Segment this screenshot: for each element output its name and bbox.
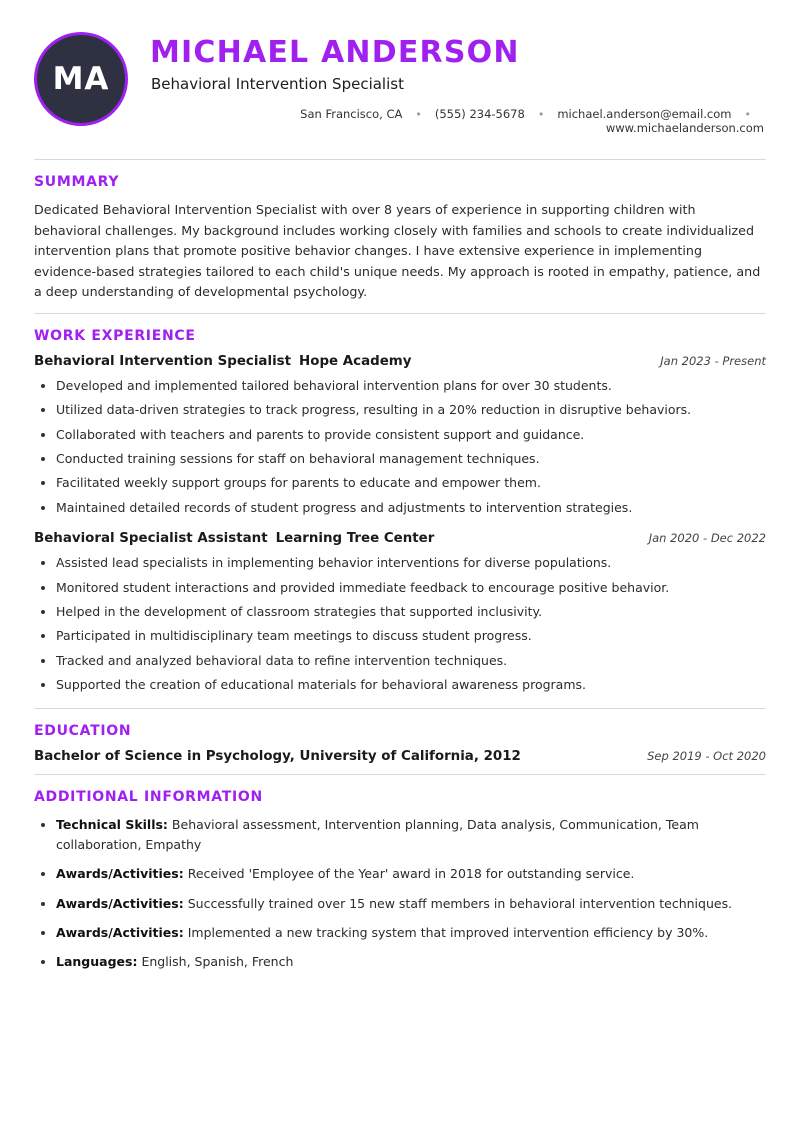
additional-value: Behavioral assessment, Intervention planning, Data analysis, Communication, Team collaboration, Empathy [56,817,699,852]
divider [34,774,766,775]
additional-label: Awards/Activities: [56,895,184,911]
page-title: MICHAEL ANDERSON [150,35,520,70]
section-heading-experience: WORK EXPERIENCE [34,327,196,344]
contact-separator-icon: • [537,107,545,121]
additional-label: Awards/Activities: [56,924,184,940]
contact-separator-icon: • [744,107,751,121]
experience-entry-header [34,531,766,546]
section-heading-summary: SUMMARY [34,174,120,190]
divider [34,313,766,314]
experience-dates: Jan 2020 - Dec 2022 [648,531,766,546]
experience-company: Learning Tree Center [275,531,435,547]
experience-company: Hope Academy [299,353,412,369]
section-work-experience [34,328,766,695]
list-item: Tracked and analyzed behavioral data to refine intervention techniques. [34,651,766,670]
additional-value: Successfully trained over 15 new staff members in behavioral intervention techniques. [187,895,733,911]
list-item: Assisted lead specialists in implementing behavior interventions for diverse populations. [34,553,766,572]
list-item [34,894,766,913]
list-item: Collaborated with teachers and parents to provide consistent support and guidance. [34,425,766,444]
list-item [34,815,766,854]
list-item: Monitored student interactions and provided immediate feedback to encourage positive behavior. [34,578,766,597]
contact-row [148,107,766,135]
additional-value: English, Spanish, French [141,954,294,970]
section-additional-information [34,789,766,971]
experience-role: Behavioral Intervention Specialist [34,353,292,369]
additional-label: Awards/Activities: [56,866,184,882]
experience-dates: Jan 2023 - Present [660,353,766,368]
experience-role: Behavioral Specialist Assistant [34,531,268,547]
contact-phone: (555) 234-5678 [434,107,525,121]
header-text-block [148,28,766,135]
list-item: Maintained detailed records of student progress and adjustments to intervention strategies. [34,498,766,517]
experience-entry [34,531,766,694]
education-entry [34,749,766,764]
additional-label: Languages: [56,954,138,970]
section-heading-additional: ADDITIONAL INFORMATION [34,789,263,806]
additional-value: Implemented a new tracking system that improved intervention efficiency by 30%. [187,924,709,940]
experience-title-line [34,531,434,546]
list-item [34,923,766,942]
list-item: Participated in multidisciplinary team meetings to discuss student progress. [34,626,766,645]
experience-entry-header [34,354,766,369]
avatar: MA [34,32,128,126]
list-item: Facilitated weekly support groups for parents to educate and empower them. [34,473,766,492]
experience-entry [34,354,766,517]
list-item: Helped in the development of classroom strategies that supported inclusivity. [34,602,766,621]
divider [34,708,766,709]
section-summary [34,174,766,303]
education-dates: Sep 2019 - Oct 2020 [647,749,766,764]
additional-value: Received 'Employee of the Year' award in 2018 for outstanding service. [187,866,635,882]
experience-bullet-list [34,553,766,694]
contact-website[interactable]: www.michaelanderson.com [605,121,764,135]
divider [34,159,766,160]
list-item: Developed and implemented tailored behavioral intervention plans for over 30 students. [34,376,766,395]
list-item [34,952,766,971]
list-item: Conducted training sessions for staff on behavioral management techniques. [34,449,766,468]
experience-title-line [34,354,411,369]
experience-bullet-list [34,376,766,517]
resume-header [34,28,766,149]
additional-list [34,815,766,971]
professional-title: Behavioral Intervention Specialist [151,75,404,93]
section-heading-education: EDUCATION [34,723,132,740]
contact-separator-icon: • [415,107,422,121]
contact-location: San Francisco, CA [300,107,403,121]
contact-email[interactable]: michael.anderson@email.com [557,107,732,121]
education-degree: Bachelor of Science in Psychology, University of California, 2012 [34,749,521,765]
additional-label: Technical Skills: [56,817,168,833]
list-item [34,864,766,883]
list-item: Utilized data-driven strategies to track progress, resulting in a 20% reduction in disruptive behaviors. [34,400,766,419]
section-education [34,723,766,764]
list-item: Supported the creation of educational materials for behavioral awareness programs. [34,675,766,694]
summary-text: Dedicated Behavioral Intervention Specialist with over 8 years of experience in supporting children with behavioral challenges. My background includes working closely with families and schools to create individualized intervention plans that promote positive behavior changes. I have extensive experience in implementing evidence-based strategies tailored to each child's unique needs. My approach is rooted in empathy, patience, and a deep understanding of developmental psychology. [34,202,761,300]
